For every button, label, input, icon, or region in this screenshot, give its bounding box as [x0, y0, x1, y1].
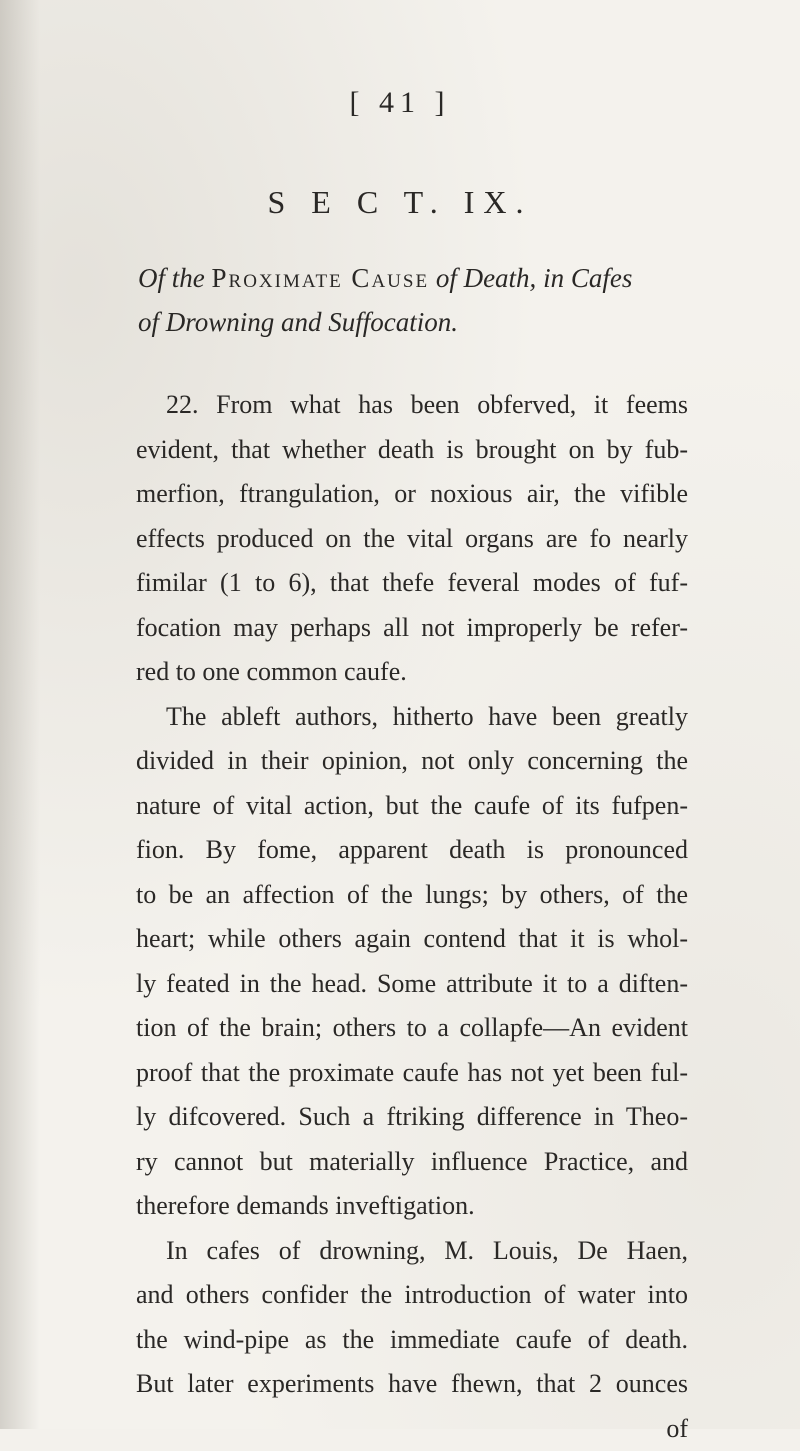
- text-line: ry cannot but materially influence Practice, and: [136, 1140, 688, 1185]
- text-line: ly difcovered. Such a ftriking difference in Theo-: [136, 1095, 688, 1140]
- body-text: [136, 383, 688, 1451]
- text-line: red to one common caufe.: [136, 650, 688, 695]
- text-line: But later experiments have fhewn, that 2 ounces: [136, 1362, 688, 1407]
- section-heading: S E C T. IX.: [0, 184, 800, 221]
- subtitle-cases: Cafes: [571, 263, 633, 293]
- text-line: to be an affection of the lungs; by others, of the: [136, 873, 688, 918]
- text-line: divided in their opinion, not only concerning the: [136, 739, 688, 784]
- text-line: The ableft authors, hitherto have been greatly: [136, 695, 688, 740]
- subtitle-of-the: Of the: [138, 263, 205, 293]
- subtitle-proximate-cause: Proximate Cause: [212, 263, 430, 293]
- text-line: In cafes of drowning, M. Louis, De Haen,: [136, 1229, 688, 1274]
- text-line: tion of the brain; others to a collapfe—An evident: [136, 1006, 688, 1051]
- page-number: [ 41 ]: [0, 86, 800, 120]
- subtitle-in: in: [543, 263, 564, 293]
- text-line: fion. By fome, apparent death is pronounced: [136, 828, 688, 873]
- text-line: evident, that whether death is brought on by fub-: [136, 428, 688, 473]
- text-line: proof that the proximate caufe has not yet been ful-: [136, 1051, 688, 1096]
- text-line: and others confider the introduction of water into: [136, 1273, 688, 1318]
- catchword: of: [136, 1407, 688, 1451]
- subtitle-of: of: [436, 263, 457, 293]
- text-line: 22. From what has been obferved, it feems: [136, 383, 688, 428]
- section-subtitle: [138, 256, 738, 344]
- subtitle-line-1: [138, 256, 738, 300]
- text-line: merfion, ftrangulation, or noxious air, the vifible: [136, 472, 688, 517]
- text-line: fimilar (1 to 6), that thefe feveral modes of fuf-: [136, 561, 688, 606]
- text-line: focation may perhaps all not improperly be refer-: [136, 606, 688, 651]
- subtitle-death: Death,: [464, 263, 537, 293]
- text-line: the wind-pipe as the immediate caufe of death.: [136, 1318, 688, 1363]
- text-line: ly feated in the head. Some attribute it to a diften-: [136, 962, 688, 1007]
- subtitle-line-2: of Drowning and Suffocation.: [138, 300, 738, 344]
- text-line: nature of vital action, but the caufe of its fufpen-: [136, 784, 688, 829]
- text-line: effects produced on the vital organs are fo nearly: [136, 517, 688, 562]
- text-line: therefore demands inveftigation.: [136, 1184, 688, 1229]
- text-line: heart; while others again contend that it is whol-: [136, 917, 688, 962]
